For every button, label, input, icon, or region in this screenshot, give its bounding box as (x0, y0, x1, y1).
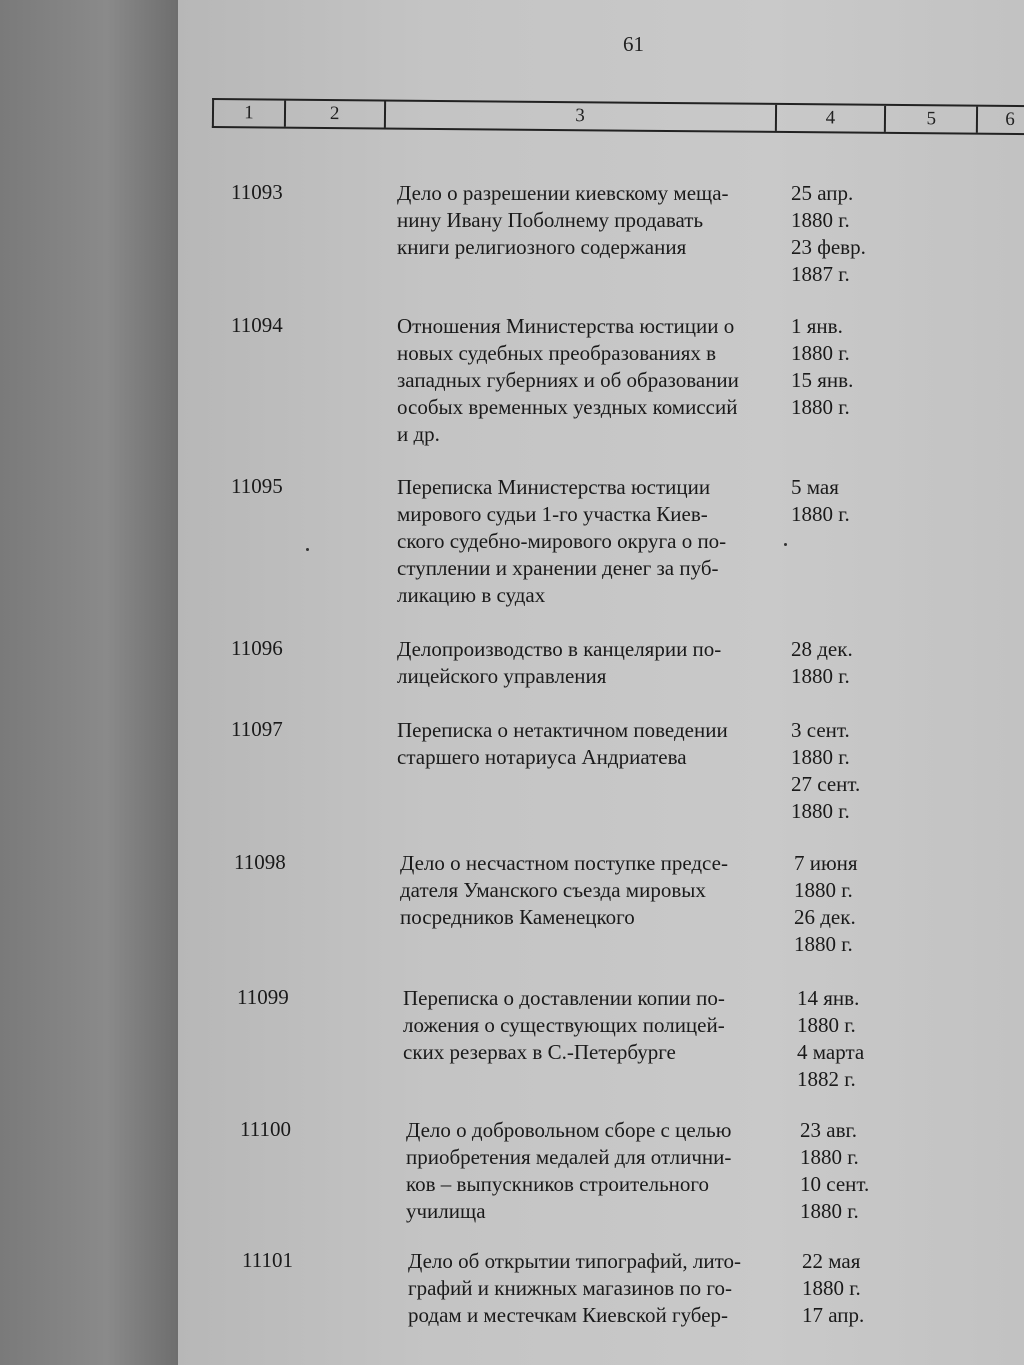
date-line: 1880 г. (791, 395, 850, 419)
page-number: 61 (623, 32, 644, 56)
entry-dates (797, 985, 907, 1093)
column-header-2: 2 (286, 101, 386, 128)
description-line: Делопроизводство в канцелярии по- (397, 637, 722, 661)
entry-description (397, 717, 777, 771)
date-line: 27 сент. (791, 772, 861, 796)
entry-number: 11098 (234, 850, 286, 874)
entry-number: 11096 (231, 636, 283, 660)
description-line: и др. (397, 422, 440, 446)
description-line: ступлении и хранении денег за пуб- (397, 556, 719, 580)
entry-description (403, 985, 783, 1066)
date-line: 1880 г. (794, 878, 853, 902)
entry-dates (794, 850, 904, 958)
description-line: книги религиозного содержания (397, 235, 687, 259)
description-line: родам и местечкам Киевской губер- (408, 1303, 729, 1327)
date-line: 3 сент. (791, 718, 850, 742)
entry-dates (791, 180, 901, 288)
entry-description (397, 313, 777, 448)
entry-dates (802, 1248, 912, 1329)
date-line: 1880 г. (791, 745, 850, 769)
entry-dates (800, 1117, 910, 1225)
date-line: 1880 г. (794, 932, 853, 956)
date-line: 1880 г. (791, 208, 850, 232)
date-line: 17 апр. (802, 1303, 865, 1327)
column-header-3: 3 (385, 102, 776, 131)
description-line: западных губерниях и об образовании (397, 368, 739, 392)
description-line: Отношения Министерства юстиции о (397, 314, 735, 338)
entry-number: 11101 (242, 1248, 293, 1272)
description-line: мирового судьи 1-го участка Киев- (397, 502, 708, 526)
date-line: 5 мая (791, 475, 839, 499)
date-line: 1880 г. (800, 1145, 859, 1169)
description-line: Дело о разрешении киевскому меща- (397, 181, 729, 205)
description-line: Переписка Министерства юстиции (397, 475, 711, 499)
entry-dates (791, 717, 901, 825)
date-line: 22 мая (802, 1249, 861, 1273)
entry-number: 11093 (231, 180, 283, 204)
description-line: Дело о добровольном сборе с целью (406, 1118, 732, 1142)
date-line: 10 сент. (800, 1172, 870, 1196)
entry-number: 11097 (231, 717, 283, 741)
description-line: училища (406, 1199, 486, 1223)
entry-description (400, 850, 780, 931)
description-line: ложения о существующих полицей- (403, 1013, 725, 1037)
speck-mark (306, 548, 309, 551)
date-line: 25 апр. (791, 181, 854, 205)
date-line: 1880 г. (802, 1276, 861, 1300)
description-line: ков – выпускников строительного (406, 1172, 709, 1196)
date-line: 1880 г. (797, 1013, 856, 1037)
date-line: 14 янв. (797, 986, 860, 1010)
date-line: 1882 г. (797, 1067, 856, 1091)
date-line: 1880 г. (791, 341, 850, 365)
description-line: Переписка о доставлении копии по- (403, 986, 725, 1010)
entry-number: 11099 (237, 985, 289, 1009)
date-line: 7 июня (794, 851, 858, 875)
date-line: 1 янв. (791, 314, 843, 338)
entry-dates (791, 313, 901, 421)
description-line: графий и книжных магазинов по го- (408, 1276, 732, 1300)
date-line: 1880 г. (791, 799, 850, 823)
description-line: новых судебных преобразованиях в (397, 341, 717, 365)
description-line: ских резервах в С.-Петербурге (403, 1040, 676, 1064)
date-line: 15 янв. (791, 368, 854, 392)
column-header-6: 6 (1005, 108, 1015, 131)
description-line: особых временных уездных комиссий (397, 395, 738, 419)
description-line: нину Ивану Поболнему продавать (397, 208, 704, 232)
date-line: 26 дек. (794, 905, 856, 929)
description-line: Дело о несчастном поступке предсе- (400, 851, 728, 875)
date-line: 23 авг. (800, 1118, 857, 1142)
entry-description (397, 474, 777, 609)
column-header-1: 1 (214, 100, 286, 127)
date-line: 23 февр. (791, 235, 866, 259)
description-line: приобретения медалей для отлични- (406, 1145, 732, 1169)
entry-number: 11095 (231, 474, 283, 498)
speck-mark (784, 543, 787, 546)
date-line: 28 дек. (791, 637, 853, 661)
entry-dates (791, 474, 901, 528)
description-line: старшего нотариуса Андриатева (397, 745, 687, 769)
entry-description (397, 180, 777, 261)
entry-description (408, 1248, 788, 1329)
description-line: ского судебно-мирового округа о по- (397, 529, 727, 553)
date-line: 1880 г. (791, 502, 850, 526)
description-line: ликацию в судах (397, 583, 546, 607)
description-line: Переписка о нетактичном поведении (397, 718, 728, 742)
column-header-4: 4 (777, 105, 887, 132)
description-line: дателя Уманского съезда мировых (400, 878, 706, 902)
column-header-5: 5 (886, 106, 978, 133)
entry-description (397, 636, 777, 690)
entry-dates (791, 636, 901, 690)
entry-number: 11094 (231, 313, 283, 337)
entry-number: 11100 (240, 1117, 291, 1141)
facing-page-edge (0, 0, 178, 1365)
description-line: посредников Каменецкого (400, 905, 635, 929)
date-line: 1880 г. (800, 1199, 859, 1223)
description-line: Дело об открытии типографий, лито- (408, 1249, 741, 1273)
date-line: 1880 г. (791, 664, 850, 688)
date-line: 4 марта (797, 1040, 865, 1064)
date-line: 1887 г. (791, 262, 850, 286)
entry-description (406, 1117, 786, 1225)
description-line: лицейского управления (397, 664, 607, 688)
